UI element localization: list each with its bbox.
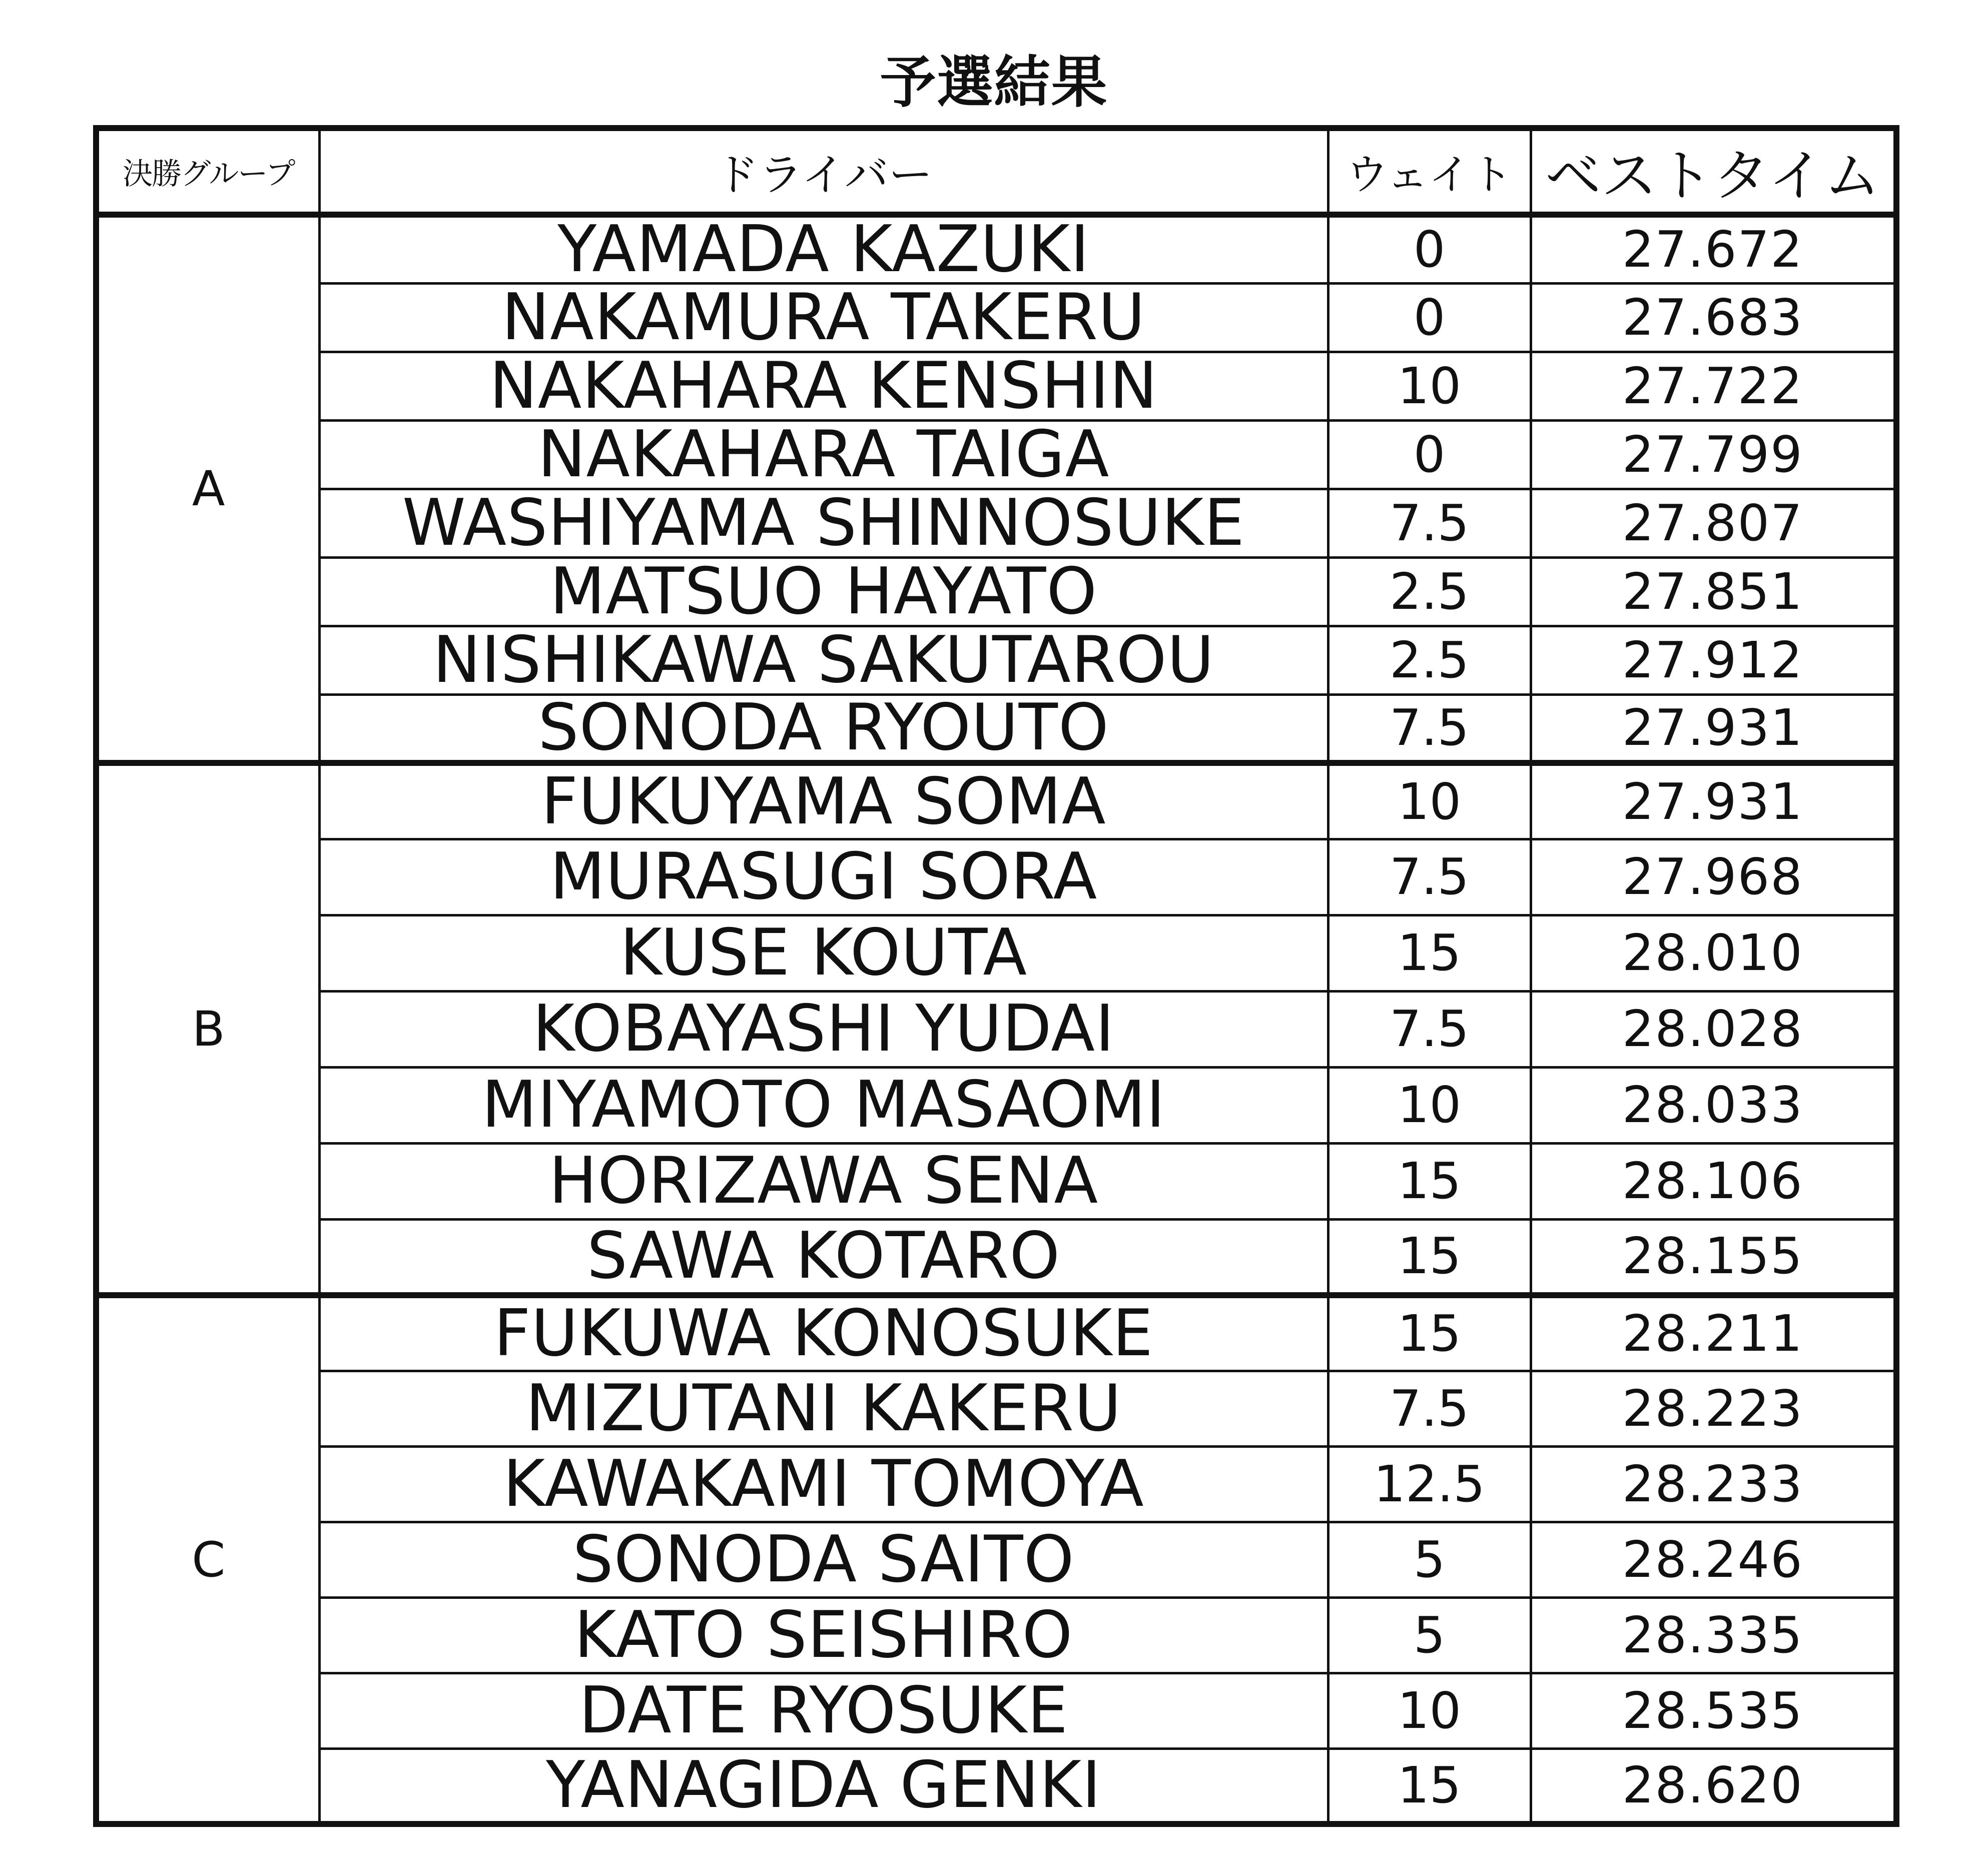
table-row — [96, 991, 1896, 1067]
best-time-value: 28.211 — [1531, 1295, 1896, 1371]
driver-name: MIZUTANI KAKERU — [319, 1371, 1328, 1446]
best-time-value: 28.620 — [1531, 1748, 1896, 1824]
weight-value: 0 — [1328, 215, 1531, 283]
weight-value: 7.5 — [1328, 1371, 1531, 1446]
weight-value: 0 — [1328, 420, 1531, 489]
best-time-value: 28.246 — [1531, 1522, 1896, 1597]
weight-value: 10 — [1328, 1673, 1531, 1748]
header-weight: ウェイト — [1328, 128, 1531, 215]
best-time-value: 28.155 — [1531, 1219, 1896, 1295]
driver-name: WASHIYAMA SHINNOSUKE — [319, 489, 1328, 557]
driver-name: NAKAMURA TAKERU — [319, 283, 1328, 352]
weight-value: 5 — [1328, 1522, 1531, 1597]
driver-name: MIYAMOTO MASAOMI — [319, 1067, 1328, 1143]
table-row — [96, 557, 1896, 626]
best-time-value: 28.335 — [1531, 1597, 1896, 1673]
weight-value: 2.5 — [1328, 626, 1531, 694]
table-row — [96, 352, 1896, 420]
group-c — [96, 1295, 1896, 1824]
driver-name: SONODA SAITO — [319, 1522, 1328, 1597]
best-time-value: 28.106 — [1531, 1143, 1896, 1219]
best-time-value: 27.683 — [1531, 283, 1896, 352]
driver-name: YAMADA KAZUKI — [319, 215, 1328, 283]
weight-value: 15 — [1328, 1219, 1531, 1295]
best-time-value: 28.233 — [1531, 1446, 1896, 1522]
driver-name: MATSUO HAYATO — [319, 557, 1328, 626]
table-row — [96, 1371, 1896, 1446]
driver-name: FUKUWA KONOSUKE — [319, 1295, 1328, 1371]
table-row — [96, 626, 1896, 694]
table-row — [96, 1219, 1896, 1295]
group-a — [96, 215, 1896, 763]
table-row — [96, 915, 1896, 991]
weight-value: 15 — [1328, 1295, 1531, 1371]
table-row — [96, 1295, 1896, 1371]
driver-name: YANAGIDA GENKI — [319, 1748, 1328, 1824]
table-row — [96, 420, 1896, 489]
table-row — [96, 694, 1896, 763]
table-row — [96, 215, 1896, 283]
weight-value: 10 — [1328, 1067, 1531, 1143]
table-row — [96, 1597, 1896, 1673]
weight-value: 7.5 — [1328, 839, 1531, 915]
header-final-group: 決勝グループ — [96, 128, 319, 215]
driver-name: SONODA RYOUTO — [319, 694, 1328, 763]
driver-name: FUKUYAMA SOMA — [319, 763, 1328, 839]
best-time-value: 28.033 — [1531, 1067, 1896, 1143]
weight-value: 7.5 — [1328, 991, 1531, 1067]
best-time-value: 27.968 — [1531, 839, 1896, 915]
weight-value: 12.5 — [1328, 1446, 1531, 1522]
weight-value: 15 — [1328, 1143, 1531, 1219]
driver-name: KAWAKAMI TOMOYA — [319, 1446, 1328, 1522]
weight-value: 5 — [1328, 1597, 1531, 1673]
best-time-value: 28.535 — [1531, 1673, 1896, 1748]
driver-name: NAKAHARA TAIGA — [319, 420, 1328, 489]
group-b — [96, 763, 1896, 1295]
header-row — [96, 128, 1896, 215]
table-row — [96, 283, 1896, 352]
best-time-value: 27.722 — [1531, 352, 1896, 420]
best-time-value: 27.851 — [1531, 557, 1896, 626]
driver-name: KOBAYASHI YUDAI — [319, 991, 1328, 1067]
group-label: C — [96, 1295, 319, 1824]
group-label: B — [96, 763, 319, 1295]
best-time-value: 28.223 — [1531, 1371, 1896, 1446]
table-row — [96, 1673, 1896, 1748]
weight-value: 15 — [1328, 1748, 1531, 1824]
weight-value: 7.5 — [1328, 489, 1531, 557]
driver-name: KATO SEISHIRO — [319, 1597, 1328, 1673]
best-time-value: 27.931 — [1531, 694, 1896, 763]
header-best-time: ベストタイム — [1531, 128, 1896, 215]
page-title: 予選結果 — [880, 50, 1108, 115]
table-row — [96, 839, 1896, 915]
driver-name: SAWA KOTARO — [319, 1219, 1328, 1295]
weight-value: 15 — [1328, 915, 1531, 991]
driver-name: DATE RYOSUKE — [319, 1673, 1328, 1748]
weight-value: 7.5 — [1328, 694, 1531, 763]
header-driver: ドライバー — [319, 128, 1328, 215]
driver-name: HORIZAWA SENA — [319, 1143, 1328, 1219]
driver-name: NAKAHARA KENSHIN — [319, 352, 1328, 420]
table-row — [96, 489, 1896, 557]
group-label: A — [96, 215, 319, 763]
weight-value: 0 — [1328, 283, 1531, 352]
best-time-value: 27.672 — [1531, 215, 1896, 283]
best-time-value: 28.028 — [1531, 991, 1896, 1067]
qualifying-results-table — [93, 125, 1899, 1827]
table-row — [96, 1522, 1896, 1597]
driver-name: MURASUGI SORA — [319, 839, 1328, 915]
best-time-value: 27.799 — [1531, 420, 1896, 489]
weight-value: 10 — [1328, 352, 1531, 420]
table-row — [96, 763, 1896, 839]
driver-name: NISHIKAWA SAKUTAROU — [319, 626, 1328, 694]
table-row — [96, 1067, 1896, 1143]
weight-value: 10 — [1328, 763, 1531, 839]
weight-value: 2.5 — [1328, 557, 1531, 626]
best-time-value: 27.931 — [1531, 763, 1896, 839]
table-row — [96, 1446, 1896, 1522]
best-time-value: 27.912 — [1531, 626, 1896, 694]
table-row — [96, 1143, 1896, 1219]
best-time-value: 28.010 — [1531, 915, 1896, 991]
table-row — [96, 1748, 1896, 1824]
best-time-value: 27.807 — [1531, 489, 1896, 557]
driver-name: KUSE KOUTA — [319, 915, 1328, 991]
